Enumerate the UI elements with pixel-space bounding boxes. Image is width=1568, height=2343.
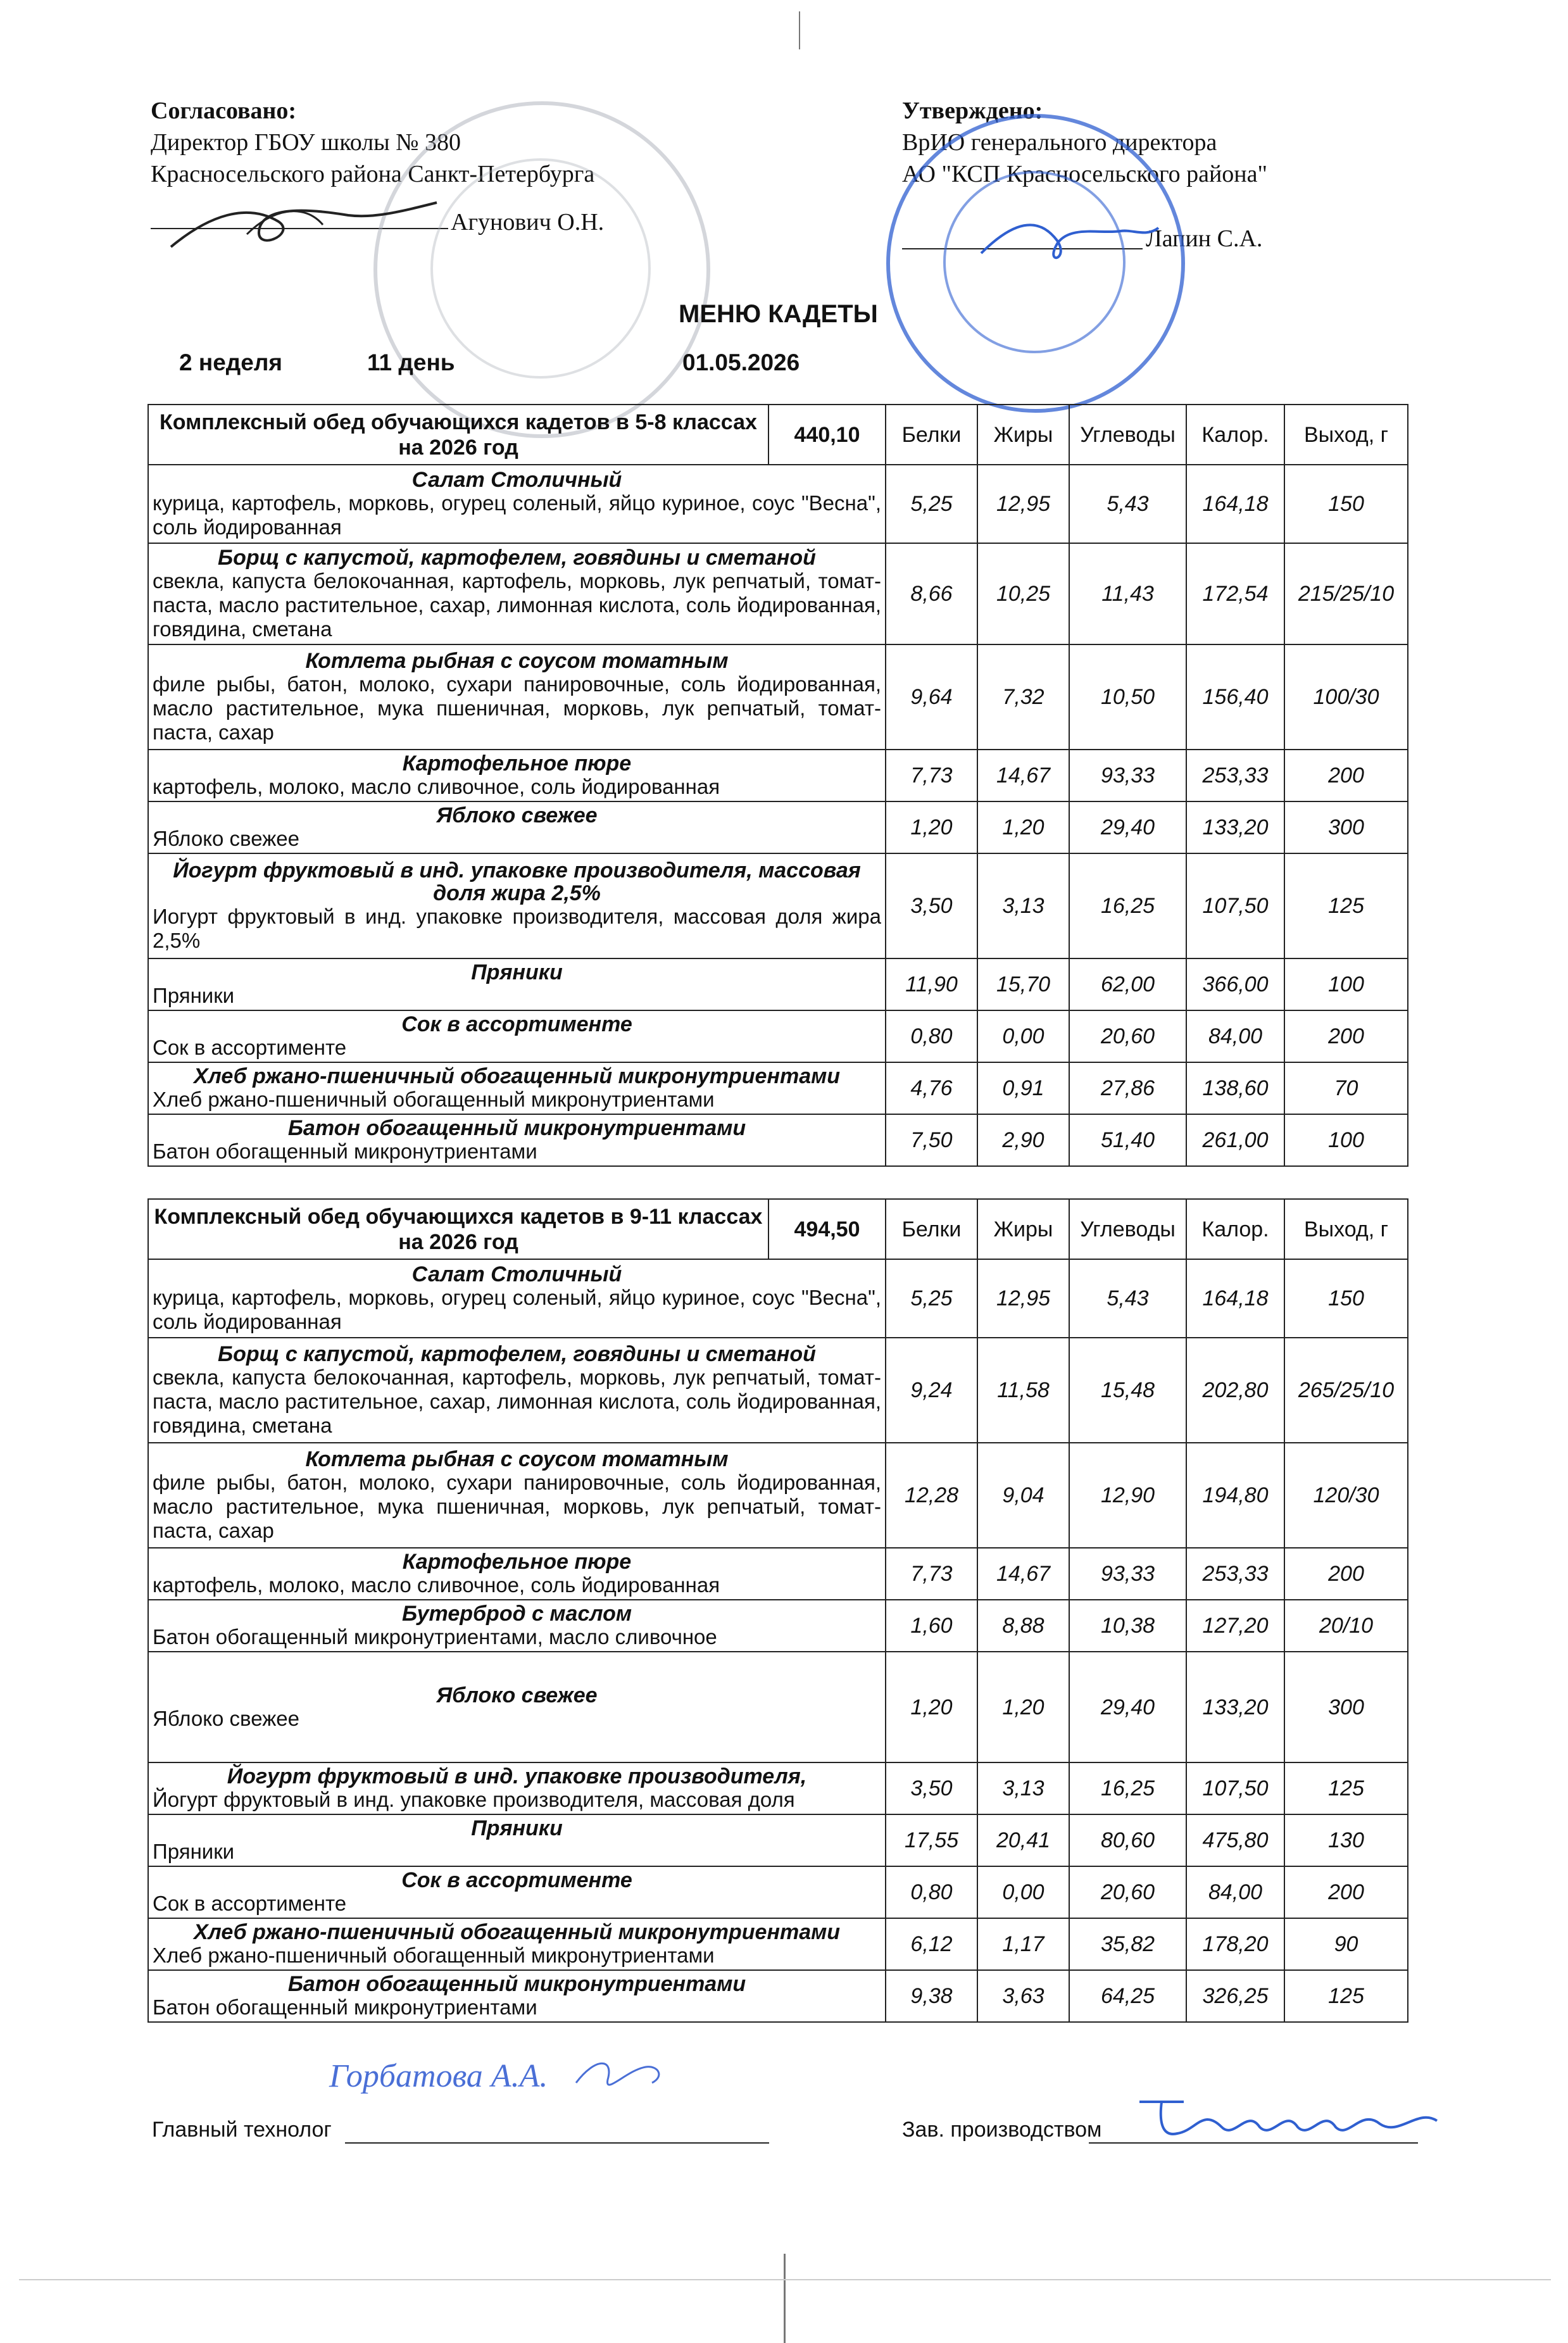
value-yield: 125 [1284,853,1408,958]
value-protein: 11,90 [886,958,977,1010]
dish-cell [148,958,886,1010]
footer-signature-right [1133,2083,1462,2146]
value-yield: 125 [1284,1762,1408,1814]
table-row [148,465,1408,543]
dish-cell [148,1114,886,1166]
table-row [148,1652,1408,1762]
value-carbs: 15,48 [1069,1338,1186,1443]
value-kcal: 84,00 [1186,1866,1284,1918]
value-fat: 0,00 [977,1010,1069,1062]
day-label: 11 день [367,349,455,375]
dish-ingredients: свекла, капуста белокочанная, картофель, морковь, лук репчатый, томат-паста, масло растительное, сахар, лимонная кислота, соль йодированная, говядина, сметана [153,1366,881,1437]
col-yield: Выход, г [1284,405,1408,465]
footer-line-left [345,2142,769,2144]
value-protein: 9,24 [886,1338,977,1443]
value-fat: 2,90 [977,1114,1069,1166]
value-fat: 1,17 [977,1918,1069,1970]
footer-right-label: Зав. производством [902,2118,1102,2142]
value-yield: 70 [1284,1062,1408,1114]
value-fat: 14,67 [977,750,1069,801]
value-protein: 5,25 [886,465,977,543]
table-row [148,1548,1408,1600]
value-carbs: 5,43 [1069,465,1186,543]
value-yield: 100/30 [1284,644,1408,750]
table-row [148,1443,1408,1548]
dish-ingredients: Иогурт фруктовый в инд. упаковке производителя, массовая доля жира 2,5% [153,905,881,952]
value-protein: 3,50 [886,1762,977,1814]
dish-cell [148,1338,886,1443]
value-fat: 14,67 [977,1548,1069,1600]
dish-name: Котлета рыбная с соусом томатным [305,1447,729,1471]
dish-cell [148,1010,886,1062]
table-row [148,750,1408,801]
value-protein: 0,80 [886,1866,977,1918]
dish-cell [148,801,886,853]
dish-name: Хлеб ржано-пшеничный обогащенный микронутриентами [193,1920,841,1944]
dish-name: Пряники [471,1816,563,1840]
dish-ingredients: свекла, капуста белокочанная, картофель, морковь, лук репчатый, томат-паста, масло растительное, сахар, лимонная кислота, соль йодированная, говядина, сметана [153,569,881,641]
table-row [148,1010,1408,1062]
value-fat: 1,20 [977,801,1069,853]
value-carbs: 64,25 [1069,1970,1186,2022]
table-row [148,1918,1408,1970]
table-price: 440,10 [768,405,886,465]
table-row [148,1866,1408,1918]
dish-ingredients: филе рыбы, батон, молоко, сухари панировочные, соль йодированная, масло растительное, мука пшеничная, морковь, лук репчатый, томат-паста, сахар [153,1471,881,1542]
dish-name: Сок в ассортименте [401,1012,632,1036]
value-kcal: 107,50 [1186,853,1284,958]
dish-ingredients: Хлеб ржано-пшеничный обогащенный микронутриентами [153,1088,715,1111]
value-protein: 7,73 [886,750,977,801]
value-protein: 12,28 [886,1443,977,1548]
col-fat: Жиры [977,405,1069,465]
value-carbs: 51,40 [1069,1114,1186,1166]
value-yield: 200 [1284,750,1408,801]
dish-name: Батон обогащенный микронутриентами [287,1972,746,1996]
footer-signature-left [570,2045,671,2108]
value-kcal: 326,25 [1186,1970,1284,2022]
value-kcal: 172,54 [1186,543,1284,644]
table-row [148,1259,1408,1338]
value-kcal: 202,80 [1186,1338,1284,1443]
value-yield: 100 [1284,1114,1408,1166]
value-carbs: 12,90 [1069,1443,1186,1548]
dish-cell [148,1062,886,1114]
value-carbs: 10,50 [1069,644,1186,750]
dish-name: Картофельное пюре [402,1550,632,1574]
value-fat: 0,91 [977,1062,1069,1114]
table-row [148,644,1408,750]
approval-left-signer: Агунович О.Н. [451,209,605,236]
dish-name: Салат Столичный [411,468,622,492]
value-fat: 1,20 [977,1652,1069,1762]
dish-ingredients: курица, картофель, морковь, огурец соленый, яйцо куриное, соус "Весна", соль йодированная [153,1286,881,1333]
value-fat: 3,63 [977,1970,1069,2022]
value-protein: 7,73 [886,1548,977,1600]
dish-name: Яблоко свежее [436,1683,598,1707]
col-protein: Белки [886,405,977,465]
page-title: МЕНЮ КАДЕТЫ [679,300,878,328]
dish-name: Котлета рыбная с соусом томатным [305,649,729,673]
value-kcal: 194,80 [1186,1443,1284,1548]
dish-name: Йогурт фруктовый в инд. упаковке производителя, массовая доля жира 2,5% [173,858,861,905]
dish-ingredients: Яблоко свежее [153,827,299,850]
value-protein: 1,20 [886,801,977,853]
value-carbs: 29,40 [1069,801,1186,853]
table-header-row [148,1199,1408,1259]
table-row [148,1600,1408,1652]
value-yield: 20/10 [1284,1600,1408,1652]
value-yield: 300 [1284,1652,1408,1762]
table-row [148,1338,1408,1443]
dish-ingredients: картофель, молоко, масло сливочное, соль йодированная [153,775,720,798]
dish-name: Яблоко свежее [436,803,598,827]
value-fat: 0,00 [977,1866,1069,1918]
value-carbs: 93,33 [1069,1548,1186,1600]
value-protein: 4,76 [886,1062,977,1114]
value-yield: 150 [1284,1259,1408,1338]
value-kcal: 84,00 [1186,1010,1284,1062]
value-kcal: 133,20 [1186,801,1284,853]
approval-left-line2: Красносельского района Санкт-Петербурга [151,161,595,187]
value-protein: 17,55 [886,1814,977,1866]
value-carbs: 29,40 [1069,1652,1186,1762]
col-protein: Белки [886,1199,977,1259]
dish-cell [148,1814,886,1866]
value-kcal: 156,40 [1186,644,1284,750]
value-yield: 200 [1284,1548,1408,1600]
table-row [148,1814,1408,1866]
dish-name: Сок в ассортименте [401,1868,632,1892]
value-carbs: 20,60 [1069,1866,1186,1918]
value-kcal: 138,60 [1186,1062,1284,1114]
table-row [148,958,1408,1010]
value-fat: 20,41 [977,1814,1069,1866]
value-fat: 8,88 [977,1600,1069,1652]
value-carbs: 80,60 [1069,1814,1186,1866]
value-fat: 10,25 [977,543,1069,644]
value-protein: 7,50 [886,1114,977,1166]
value-yield: 200 [1284,1866,1408,1918]
col-kcal: Калор. [1186,405,1284,465]
table-title: Комплексный обед обучающихся кадетов в 9-11 классах на 2026 год [148,1199,768,1259]
value-carbs: 27,86 [1069,1062,1186,1114]
value-kcal: 127,20 [1186,1600,1284,1652]
table-row [148,853,1408,958]
value-protein: 8,66 [886,543,977,644]
value-protein: 6,12 [886,1918,977,1970]
value-carbs: 93,33 [1069,750,1186,801]
dish-ingredients: Батон обогащенный микронутриентами [153,1995,537,2019]
value-carbs: 10,38 [1069,1600,1186,1652]
approval-right-heading: Утверждено: [902,97,1043,124]
signature-left [158,190,456,266]
dish-ingredients: картофель, молоко, масло сливочное, соль йодированная [153,1573,720,1597]
scan-line-top [799,11,800,49]
value-carbs: 62,00 [1069,958,1186,1010]
value-carbs: 16,25 [1069,1762,1186,1814]
approval-left-heading: Согласовано: [151,97,297,124]
dish-cell [148,1259,886,1338]
table-row [148,543,1408,644]
dish-name: Хлеб ржано-пшеничный обогащенный микронутриентами [193,1064,841,1088]
dish-cell [148,644,886,750]
dish-ingredients: Батон обогащенный микронутриентами [153,1140,537,1163]
dish-ingredients: филе рыбы, батон, молоко, сухари панировочные, соль йодированная, масло растительное, мука пшеничная, морковь, лук репчатый, томат-паста, сахар [153,672,881,744]
value-fat: 9,04 [977,1443,1069,1548]
value-kcal: 253,33 [1186,750,1284,801]
dish-cell [148,1866,886,1918]
value-fat: 12,95 [977,465,1069,543]
scan-line-bottom [784,2254,786,2343]
footer-left-label: Главный технолог [152,2118,332,2142]
dish-ingredients: Хлеб ржано-пшеничный обогащенный микронутриентами [153,1944,715,1967]
value-kcal: 261,00 [1186,1114,1284,1166]
value-kcal: 178,20 [1186,1918,1284,1970]
value-protein: 1,20 [886,1652,977,1762]
value-kcal: 475,80 [1186,1814,1284,1866]
value-carbs: 20,60 [1069,1010,1186,1062]
dish-name: Салат Столичный [411,1262,622,1286]
value-kcal: 107,50 [1186,1762,1284,1814]
dish-name: Батон обогащенный микронутриентами [287,1116,746,1140]
dish-name: Борщ с капустой, картофелем, говядины и сметаной [218,546,816,570]
approval-left-line1: Директор ГБОУ школы № 380 [151,129,461,156]
table-header-row [148,405,1408,465]
table-price: 494,50 [768,1199,886,1259]
dish-cell [148,1970,886,2022]
value-carbs: 5,43 [1069,1259,1186,1338]
dish-ingredients: курица, картофель, морковь, огурец соленый, яйцо куриное, соус "Весна", соль йодированная [153,491,881,539]
school-stamp-inner [430,158,651,379]
value-yield: 200 [1284,1010,1408,1062]
value-yield: 215/25/10 [1284,543,1408,644]
table-row [148,1762,1408,1814]
approval-right-line2: АО "КСП Красносельского района" [902,161,1267,187]
value-kcal: 164,18 [1186,465,1284,543]
col-carbs: Углеводы [1069,1199,1186,1259]
col-yield: Выход, г [1284,1199,1408,1259]
dish-ingredients: Сок в ассортименте [153,1892,347,1915]
dish-cell [148,750,886,801]
dish-cell [148,1548,886,1600]
value-fat: 15,70 [977,958,1069,1010]
dish-name: Бутерброд с маслом [402,1602,632,1626]
signature-right [975,209,1165,279]
week-label: 2 неделя [179,349,282,375]
dish-ingredients: Пряники [153,984,235,1007]
footer-stamp-name: Горбатова А.А. [329,2058,548,2094]
value-yield: 130 [1284,1814,1408,1866]
value-fat: 7,32 [977,644,1069,750]
value-yield: 300 [1284,801,1408,853]
table-title: Комплексный обед обучающихся кадетов в 5-8 классах на 2026 год [148,405,768,465]
table-row [148,801,1408,853]
scan-edge-bottom [19,2279,1551,2280]
dish-cell [148,543,886,644]
value-protein: 1,60 [886,1600,977,1652]
dish-ingredients: Батон обогащенный микронутриентами, масло сливочное [153,1625,717,1649]
value-kcal: 366,00 [1186,958,1284,1010]
menu-table-9-11 [147,1198,1408,2023]
value-kcal: 133,20 [1186,1652,1284,1762]
dish-cell [148,465,886,543]
value-yield: 90 [1284,1918,1408,1970]
value-protein: 0,80 [886,1010,977,1062]
col-kcal: Калор. [1186,1199,1284,1259]
dish-cell [148,1443,886,1548]
value-fat: 3,13 [977,853,1069,958]
col-fat: Жиры [977,1199,1069,1259]
value-carbs: 16,25 [1069,853,1186,958]
dish-ingredients: Сок в ассортименте [153,1036,347,1059]
value-protein: 9,64 [886,644,977,750]
value-yield: 265/25/10 [1284,1338,1408,1443]
value-yield: 120/30 [1284,1443,1408,1548]
dish-cell [148,1918,886,1970]
dish-name: Йогурт фруктовый в инд. упаковке производителя, [227,1764,807,1788]
dish-cell [148,1652,886,1762]
dish-ingredients: Йогурт фруктовый в инд. упаковке производителя, массовая доля [153,1788,795,1811]
value-fat: 12,95 [977,1259,1069,1338]
value-protein: 9,38 [886,1970,977,2022]
dish-name: Картофельное пюре [402,751,632,776]
menu-table-5-8 [147,404,1408,1167]
value-carbs: 35,82 [1069,1918,1186,1970]
date-label: 01.05.2026 [682,349,800,375]
value-fat: 11,58 [977,1338,1069,1443]
dish-cell [148,853,886,958]
table-row [148,1062,1408,1114]
value-protein: 3,50 [886,853,977,958]
dish-ingredients: Пряники [153,1840,235,1863]
value-protein: 5,25 [886,1259,977,1338]
value-fat: 3,13 [977,1762,1069,1814]
approval-right-signer: Лапин С.А. [1146,225,1263,252]
value-kcal: 164,18 [1186,1259,1284,1338]
value-yield: 100 [1284,958,1408,1010]
approval-right-line1: ВрИО генерального директора [902,129,1217,156]
table-row [148,1970,1408,2022]
table-row [148,1114,1408,1166]
dish-name: Борщ с капустой, картофелем, говядины и сметаной [218,1342,816,1366]
dish-cell [148,1762,886,1814]
value-kcal: 253,33 [1186,1548,1284,1600]
value-yield: 150 [1284,465,1408,543]
value-yield: 125 [1284,1970,1408,2022]
col-carbs: Углеводы [1069,405,1186,465]
value-carbs: 11,43 [1069,543,1186,644]
dish-cell [148,1600,886,1652]
dish-ingredients: Яблоко свежее [153,1706,299,1730]
dish-name: Пряники [471,960,563,984]
